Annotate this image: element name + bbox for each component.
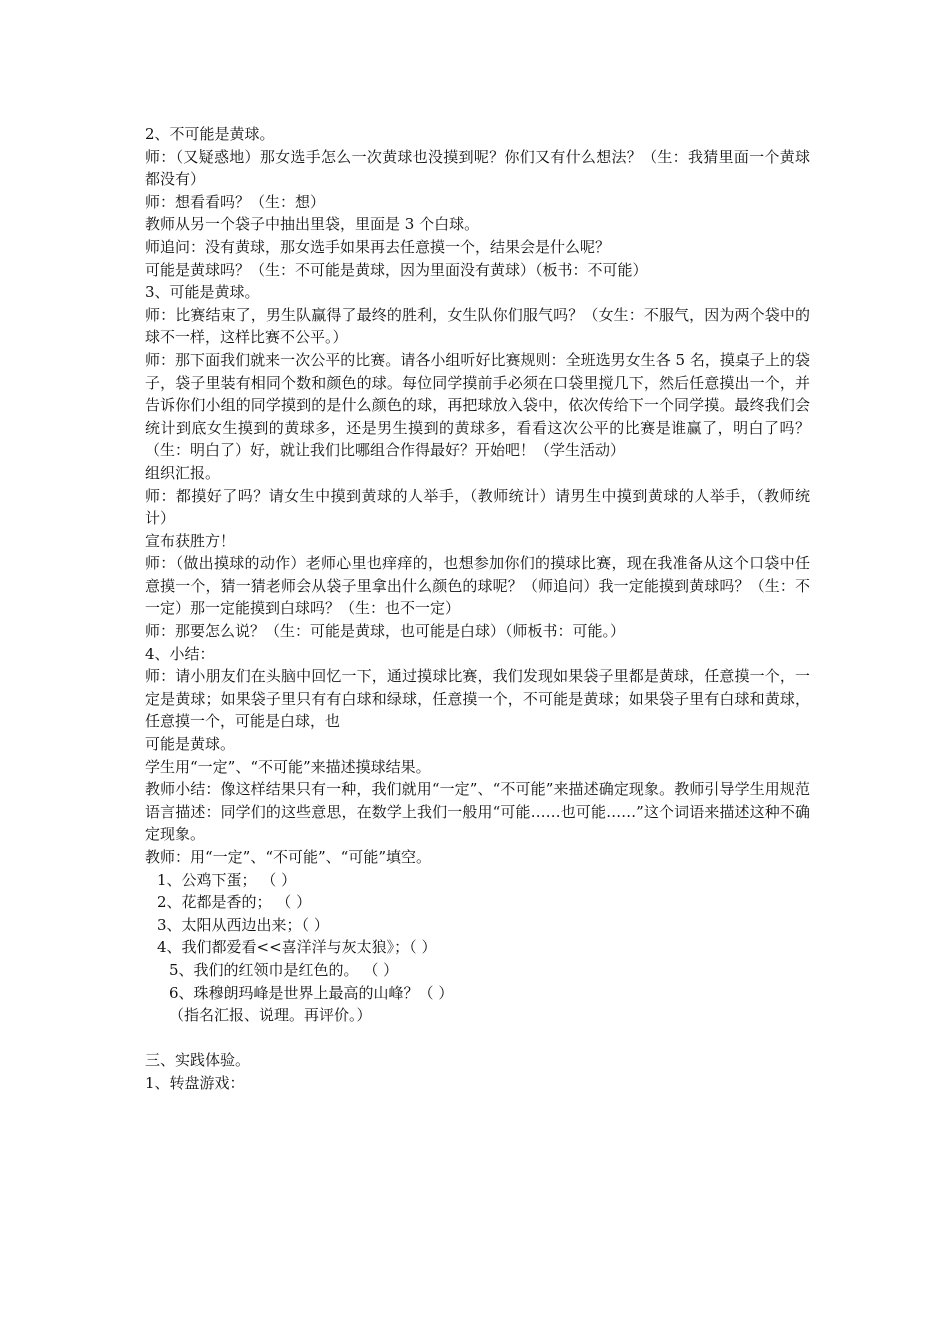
paragraph: 师：（又疑惑地）那女选手怎么一次黄球也没摸到呢？你们又有什么想法？（生：我猜里面一个黄球都没有） [145, 147, 810, 189]
exercise-item: 4、我们都爱看<<喜洋洋与灰太狼》；（ ） [157, 938, 437, 957]
paragraph: 师：那下面我们就来一次公平的比赛。请各小组听好比赛规则：全班选男女生各 5 名，摸桌子上的袋子，袋子里装有相同个数和颜色的球。每位同学摸前手必须在口袋里搅几下，然后任意摸出一个，并告诉你们小组的同学摸到的是什么颜色的球，再把球放入袋中，依次传给下一个同学摸。最终我们会统计到底女生摸到的黄球多，还是男生摸到的黄球多，看看这次公平的比赛是谁赢了，明白了吗？（生：明白了）好，就让我们比哪组合作得最好？开始吧！（学生活动） [145, 350, 810, 460]
blank-line [145, 1027, 810, 1050]
exercise-item: 2、花都是香的； （ ） [157, 893, 312, 912]
paragraph: 教师小结：像这样结果只有一种，我们就用“一定”、“不可能”来描述确定现象。教师引导学生用规范语言描述：同学们的这些意思，在数学上我们一般用“可能……也可能……”这个词语来描述这种不确定现象。 [145, 780, 810, 844]
paragraph: 可能是黄球吗？（生：不可能是黄球，因为里面没有黄球）（板书：不可能） [145, 260, 648, 279]
exercise-item: 5、我们的红领巾是红色的。 （ ） [169, 960, 399, 979]
paragraph: 教师从另一个袋子中抽出里袋，里面是 3 个白球。 [145, 215, 480, 234]
exercise-note: （指名汇报、说理。再评价。） [169, 1006, 372, 1025]
paragraph: 宣布获胜方！ [145, 531, 236, 550]
paragraph: 师：比赛结束了，男生队赢得了最终的胜利，女生队你们服气吗？（女生：不服气，因为两个袋中的球不一样，这样比赛不公平。） [145, 305, 810, 347]
paragraph: 学生用“一定”、“不可能”来描述摸球结果。 [145, 757, 431, 776]
paragraph: 可能是黄球。 [145, 735, 236, 754]
section-heading-practice: 三、实践体验。 [145, 1051, 251, 1070]
heading-summary: 4、小结： [145, 644, 215, 663]
document-body [145, 123, 810, 1095]
paragraph: 师：请小朋友们在头脑中回忆一下，通过摸球比赛，我们发现如果袋子里都是黄球，任意摸一个，一定是黄球；如果袋子里只有有白球和绿球，任意摸一个，不可能是黄球；如果袋子里有白球和黄球，任意摸一个，可能是白球，也 [145, 667, 810, 731]
exercise-item: 6、珠穆朗玛峰是世界上最高的山峰？（ ） [169, 983, 454, 1002]
paragraph: 师：那要怎么说？（生：可能是黄球，也可能是白球）（师板书：可能。） [145, 622, 626, 641]
exercise-item: 1、公鸡下蛋； （ ） [157, 870, 297, 889]
paragraph: 组织汇报。 [145, 463, 221, 482]
subheading-spinner-game: 1、转盘游戏： [145, 1073, 245, 1092]
paragraph: 师：想看看吗？（生：想） [145, 192, 326, 211]
paragraph: 师追问：没有黄球，那女选手如果再去任意摸一个，结果会是什么呢？ [145, 237, 611, 256]
heading-possible-yellow: 3、可能是黄球。 [145, 283, 260, 302]
paragraph: 师：（做出摸球的动作）老师心里也痒痒的，也想参加你们的摸球比赛，现在我准备从这个口袋中任意摸一个，猜一猜老师会从袋子里拿出什么颜色的球呢？（师追问）我一定能摸到黄球吗？（生：不一定）那一定能摸到白球吗？（生：也不一定） [145, 554, 810, 618]
paragraph: 教师：用“一定”、“不可能”、“可能”填空。 [145, 848, 432, 866]
exercise-item: 3、太阳从西边出来；（ ） [157, 915, 329, 934]
heading-not-possible-yellow: 2、不可能是黄球。 [145, 125, 275, 143]
paragraph: 师：都摸好了吗？请女生中摸到黄球的人举手，（教师统计）请男生中摸到黄球的人举手，（教师统计） [145, 486, 810, 528]
